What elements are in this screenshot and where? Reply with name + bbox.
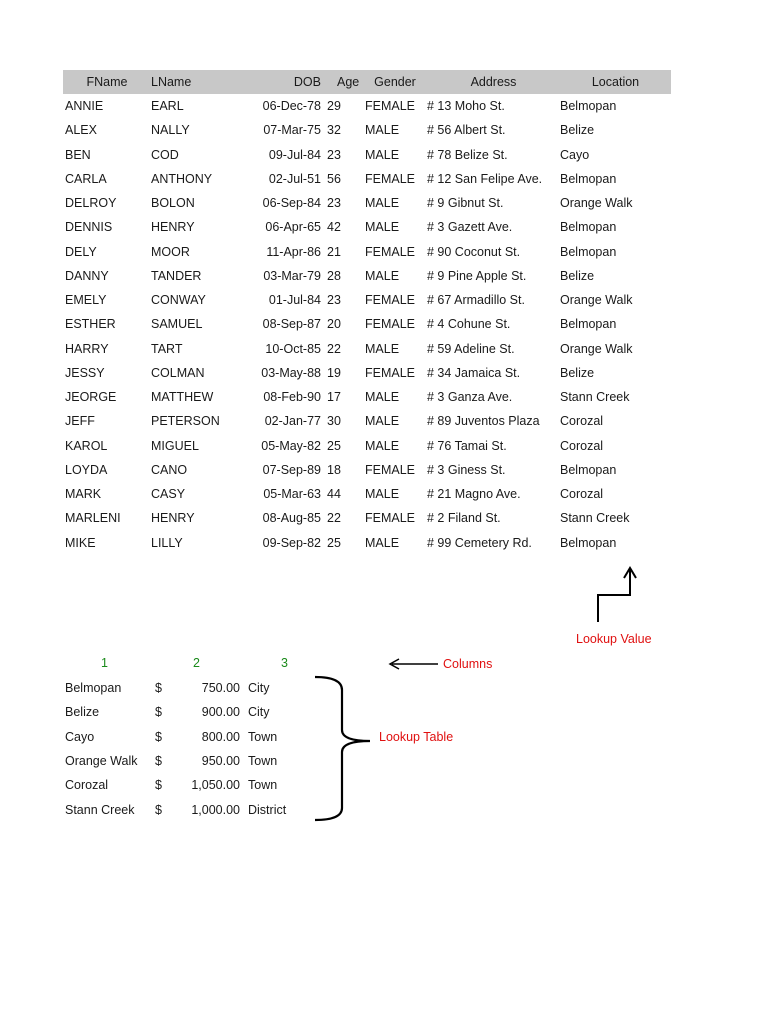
cell-location: Belmopan [560, 462, 617, 477]
cell-dob: 03-May-88 [261, 365, 321, 380]
cell-address: # 13 Moho St. [427, 99, 505, 114]
cell-age: 23 [327, 196, 341, 211]
cell-location: Belmopan [560, 171, 617, 186]
cell-gender: FEMALE [365, 317, 416, 332]
cell-lname: TART [151, 341, 183, 356]
cell-age: 32 [327, 123, 341, 138]
cell-age: 29 [327, 99, 341, 114]
cell-fname: JEORGE [65, 390, 117, 405]
cell-age: 23 [327, 293, 341, 308]
cell-age: 28 [327, 268, 341, 283]
cell-location: Stann Creek [560, 511, 630, 526]
cell-address: # 56 Albert St. [427, 123, 506, 138]
lookup-amount: 750.00 [201, 681, 240, 696]
cell-address: # 89 Juventos Plaza [427, 414, 540, 429]
columns-arrow-icon [390, 659, 438, 669]
cell-gender: MALE [365, 341, 400, 356]
lookup-type: District [248, 802, 287, 817]
cell-address: # 76 Tamai St. [427, 438, 507, 453]
lookup-amount: 950.00 [201, 754, 240, 769]
cell-location: Orange Walk [560, 196, 633, 211]
header-gender: Gender [374, 75, 416, 89]
cell-location: Belize [560, 123, 595, 138]
lookup-value-arrow-icon [598, 568, 636, 622]
header-fname: FName [86, 75, 128, 89]
cell-address: # 99 Cemetery Rd. [427, 535, 532, 550]
cell-location: Corozal [560, 487, 604, 502]
cell-dob: 02-Jul-51 [268, 171, 321, 186]
cell-dob: 06-Dec-78 [262, 99, 321, 114]
lookup-name: Stann Creek [65, 802, 135, 817]
lookup-name: Cayo [65, 729, 95, 744]
cell-location: Belmopan [560, 317, 617, 332]
cell-address: # 4 Cohune St. [427, 317, 511, 332]
lookup-value-label: Lookup Value [576, 632, 652, 646]
cell-dob: 08-Aug-85 [262, 511, 321, 526]
cell-fname: MIKE [65, 535, 96, 550]
cell-gender: FEMALE [365, 99, 416, 114]
cell-fname: EMELY [65, 293, 107, 308]
cell-fname: BEN [65, 147, 91, 162]
cell-dob: 09-Sep-82 [262, 535, 321, 550]
cell-age: 44 [327, 487, 341, 502]
cell-age: 56 [327, 171, 341, 186]
cell-lname: TANDER [151, 268, 202, 283]
cell-address: # 3 Gazett Ave. [427, 220, 513, 235]
lookup-name: Corozal [65, 778, 109, 793]
lookup-table-label: Lookup Table [379, 730, 454, 744]
cell-fname: DELY [65, 244, 97, 259]
cell-location: Belmopan [560, 220, 617, 235]
cell-lname: CONWAY [151, 293, 206, 308]
cell-dob: 08-Sep-87 [262, 317, 321, 332]
cell-dob: 11-Apr-86 [266, 244, 321, 259]
lookup-currency: $ [155, 681, 162, 696]
cell-age: 20 [327, 317, 341, 332]
header-dob: DOB [293, 75, 321, 89]
lookup-table-brace-icon [315, 677, 370, 820]
lookup-name: Belmopan [65, 681, 122, 696]
cell-dob: 06-Apr-65 [265, 220, 321, 235]
cell-gender: MALE [365, 220, 400, 235]
cell-location: Cayo [560, 147, 590, 162]
cell-fname: ESTHER [65, 317, 116, 332]
lookup-type: City [248, 705, 270, 720]
cell-location: Corozal [560, 414, 604, 429]
cell-age: 23 [327, 147, 341, 162]
cell-dob: 10-Oct-85 [265, 341, 321, 356]
cell-address: # 9 Gibnut St. [427, 196, 504, 211]
cell-dob: 05-Mar-63 [263, 487, 321, 502]
header-address: Address [470, 75, 517, 89]
cell-dob: 05-May-82 [261, 438, 321, 453]
cell-fname: CARLA [65, 171, 107, 186]
cell-address: # 21 Magno Ave. [427, 487, 521, 502]
cell-location: Belmopan [560, 244, 617, 259]
cell-gender: MALE [365, 147, 400, 162]
cell-gender: FEMALE [365, 293, 416, 308]
cell-dob: 01-Jul-84 [268, 293, 321, 308]
cell-lname: BOLON [151, 196, 195, 211]
cell-fname: ALEX [65, 123, 97, 138]
cell-age: 21 [327, 244, 341, 259]
cell-gender: MALE [365, 535, 400, 550]
cell-location: Belize [560, 365, 595, 380]
column-number-2: 2 [193, 656, 200, 670]
lookup-currency: $ [155, 802, 162, 817]
lookup-amount: 1,050.00 [191, 778, 240, 793]
lookup-currency: $ [155, 778, 162, 793]
cell-gender: FEMALE [365, 511, 416, 526]
lookup-type: Town [248, 754, 278, 769]
cell-lname: NALLY [151, 123, 190, 138]
cell-dob: 09-Jul-84 [268, 147, 321, 162]
lookup-name: Orange Walk [65, 754, 138, 769]
cell-lname: CASY [151, 487, 186, 502]
cell-gender: MALE [365, 268, 400, 283]
cell-lname: COD [151, 147, 179, 162]
cell-gender: FEMALE [365, 171, 416, 186]
cell-location: Orange Walk [560, 341, 633, 356]
cell-lname: ANTHONY [151, 171, 213, 186]
header-lname: LName [151, 75, 192, 89]
cell-gender: MALE [365, 414, 400, 429]
cell-address: # 34 Jamaica St. [427, 365, 521, 380]
cell-lname: MOOR [151, 244, 190, 259]
cell-dob: 06-Sep-84 [262, 196, 321, 211]
cell-gender: MALE [365, 390, 400, 405]
cell-dob: 07-Sep-89 [262, 462, 321, 477]
cell-age: 17 [327, 390, 341, 405]
cell-age: 22 [327, 341, 341, 356]
cell-address: # 90 Coconut St. [427, 244, 521, 259]
cell-lname: HENRY [151, 220, 195, 235]
cell-gender: FEMALE [365, 365, 416, 380]
cell-address: # 9 Pine Apple St. [427, 268, 527, 283]
lookup-currency: $ [155, 729, 162, 744]
cell-dob: 08-Feb-90 [263, 390, 321, 405]
cell-gender: MALE [365, 438, 400, 453]
cell-gender: MALE [365, 123, 400, 138]
cell-fname: JESSY [65, 365, 105, 380]
cell-fname: DANNY [65, 268, 109, 283]
cell-age: 30 [327, 414, 341, 429]
cell-lname: MATTHEW [151, 390, 214, 405]
lookup-currency: $ [155, 754, 162, 769]
cell-fname: MARLENI [65, 511, 121, 526]
cell-address: # 78 Belize St. [427, 147, 508, 162]
header-age: Age [337, 75, 360, 89]
lookup-currency: $ [155, 705, 162, 720]
cell-address: # 3 Ganza Ave. [427, 390, 513, 405]
cell-lname: COLMAN [151, 365, 205, 380]
cell-age: 19 [327, 365, 341, 380]
cell-age: 22 [327, 511, 341, 526]
cell-gender: FEMALE [365, 244, 416, 259]
cell-dob: 03-Mar-79 [263, 268, 321, 283]
cell-gender: MALE [365, 487, 400, 502]
cell-location: Belmopan [560, 535, 617, 550]
cell-fname: LOYDA [65, 462, 108, 477]
cell-age: 42 [327, 220, 341, 235]
lookup-amount: 1,000.00 [191, 802, 240, 817]
cell-address: # 2 Filand St. [427, 511, 501, 526]
lookup-name: Belize [65, 705, 100, 720]
cell-fname: JEFF [65, 414, 95, 429]
cell-address: # 3 Giness St. [427, 462, 506, 477]
cell-gender: MALE [365, 196, 400, 211]
cell-fname: MARK [65, 487, 102, 502]
cell-lname: SAMUEL [151, 317, 203, 332]
cell-age: 25 [327, 438, 341, 453]
header-location: Location [591, 75, 640, 89]
cell-fname: DENNIS [65, 220, 113, 235]
cell-address: # 59 Adeline St. [427, 341, 515, 356]
column-number-1: 1 [101, 656, 108, 670]
cell-address: # 12 San Felipe Ave. [427, 171, 543, 186]
cell-age: 25 [327, 535, 341, 550]
cell-dob: 02-Jan-77 [264, 414, 321, 429]
cell-dob: 07-Mar-75 [263, 123, 321, 138]
cell-location: Belize [560, 268, 595, 283]
cell-location: Belmopan [560, 99, 617, 114]
cell-location: Orange Walk [560, 293, 633, 308]
cell-fname: ANNIE [65, 99, 104, 114]
cell-fname: KAROL [65, 438, 108, 453]
cell-gender: FEMALE [365, 462, 416, 477]
cell-location: Corozal [560, 438, 604, 453]
cell-location: Stann Creek [560, 390, 630, 405]
cell-address: # 67 Armadillo St. [427, 293, 525, 308]
columns-label: Columns [443, 657, 493, 671]
lookup-type: City [248, 681, 270, 696]
column-number-3: 3 [281, 656, 288, 670]
cell-fname: DELROY [65, 196, 117, 211]
lookup-type: Town [248, 778, 278, 793]
lookup-amount: 900.00 [201, 705, 240, 720]
cell-age: 18 [327, 462, 341, 477]
cell-lname: CANO [151, 462, 188, 477]
cell-lname: MIGUEL [151, 438, 199, 453]
cell-fname: HARRY [65, 341, 109, 356]
cell-lname: EARL [151, 99, 184, 114]
cell-lname: PETERSON [151, 414, 220, 429]
cell-lname: LILLY [151, 535, 183, 550]
cell-lname: HENRY [151, 511, 195, 526]
lookup-type: Town [248, 729, 278, 744]
lookup-amount: 800.00 [201, 729, 240, 744]
